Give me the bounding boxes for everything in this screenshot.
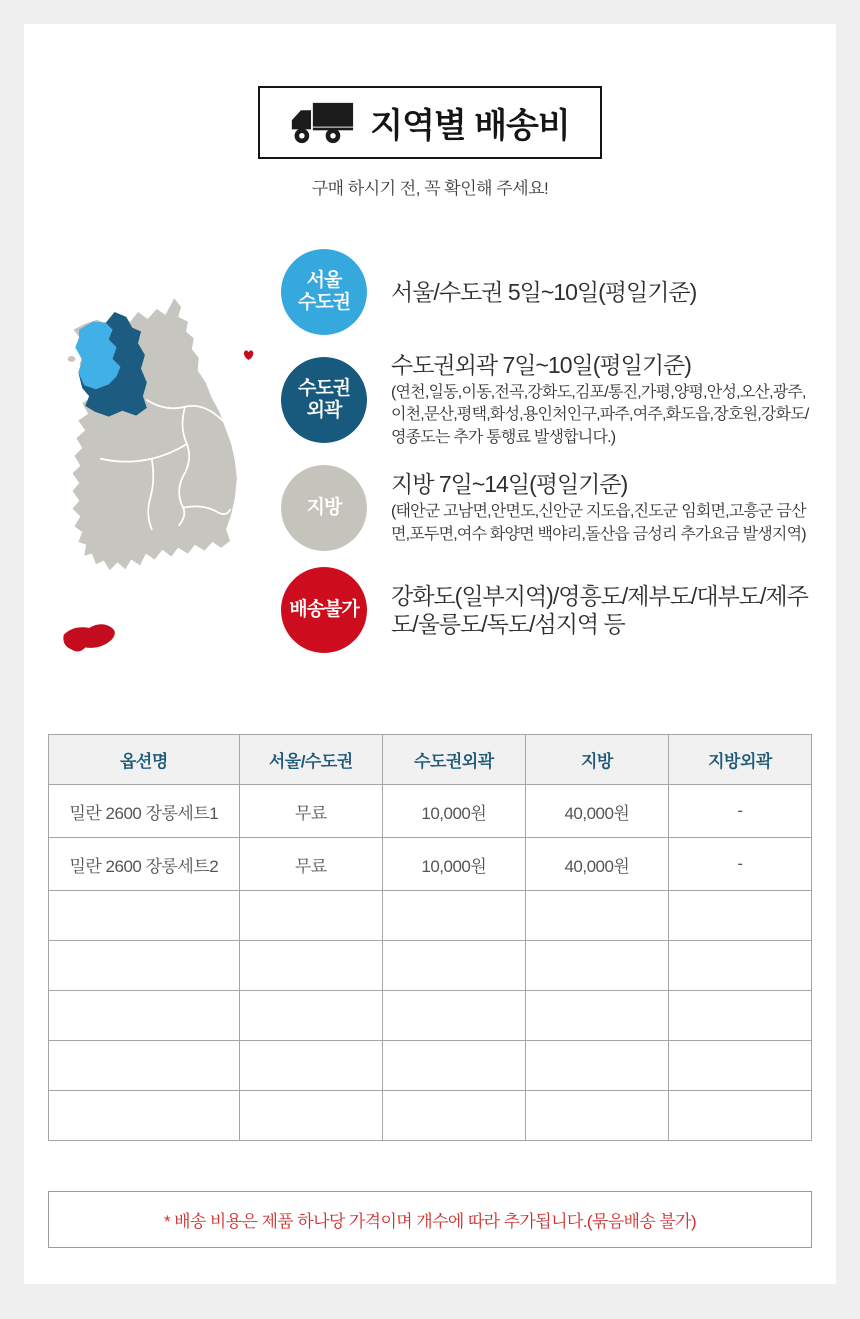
footnote-text: * 배송 비용은 제품 하나당 가격이며 개수에 따라 추가됩니다.(묶음배송 불가) xyxy=(163,1212,697,1231)
table-empty-row xyxy=(49,891,812,941)
option-name-cell: 밀란 2600 장롱세트2 xyxy=(49,838,240,891)
fee-cell: - xyxy=(668,785,811,838)
region-title: 서울/수도권 5일~10일(평일기준) xyxy=(391,278,697,305)
table-empty-row xyxy=(49,991,812,1041)
fee-cell: 10,000원 xyxy=(382,785,525,838)
header xyxy=(24,86,836,199)
empty-cell xyxy=(382,1041,525,1091)
empty-cell xyxy=(49,891,240,941)
map-west-islet xyxy=(68,356,76,362)
fee-cell: 무료 xyxy=(239,785,382,838)
col-header-seoul: 서울/수도권 xyxy=(239,735,382,785)
empty-cell xyxy=(239,941,382,991)
region-row-capital xyxy=(281,249,810,335)
fee-cell: - xyxy=(668,838,811,891)
korea-map-svg xyxy=(50,263,275,674)
region-title: 수도권외곽 7일~10일(평일기준) xyxy=(391,352,691,378)
col-header-province-outskirts: 지방외곽 xyxy=(668,735,811,785)
col-header-province: 지방 xyxy=(525,735,668,785)
fee-cell: 무료 xyxy=(239,838,382,891)
option-name-cell: 밀란 2600 장롱세트1 xyxy=(49,785,240,838)
empty-cell xyxy=(382,1091,525,1141)
empty-cell xyxy=(382,941,525,991)
empty-cell xyxy=(382,991,525,1041)
empty-cell xyxy=(239,991,382,1041)
empty-cell xyxy=(668,941,811,991)
empty-cell xyxy=(525,1091,668,1141)
truck-icon xyxy=(290,100,354,146)
capital-badge xyxy=(281,249,367,335)
empty-cell xyxy=(668,1091,811,1141)
empty-cell xyxy=(525,991,668,1041)
empty-cell xyxy=(239,1091,382,1141)
page-title: 지역별 배송비 xyxy=(370,107,570,145)
capital-outskirts-badge xyxy=(281,357,367,443)
table-row xyxy=(49,785,812,838)
region-title: 지방 7일~14일(평일기준) xyxy=(391,471,628,498)
empty-cell xyxy=(239,891,382,941)
empty-cell xyxy=(382,891,525,941)
fee-cell: 10,000원 xyxy=(382,838,525,891)
region-title: 강화도(일부지역)/영흥도/제부도/대부도/제주도/울릉도/독도/섬지역 등 xyxy=(391,583,808,638)
fee-cell: 40,000원 xyxy=(525,838,668,891)
fee-cell: 40,000원 xyxy=(525,785,668,838)
badge-line: 서울 xyxy=(306,270,342,292)
empty-cell xyxy=(49,941,240,991)
page-subtitle: 구매 하시기 전, 꼭 확인해 주세요! xyxy=(311,179,549,198)
col-header-option: 옵션명 xyxy=(49,735,240,785)
empty-cell xyxy=(525,1041,668,1091)
shipping-info-card xyxy=(24,24,836,1284)
no-delivery-badge xyxy=(281,567,367,653)
footnote-box xyxy=(48,1191,812,1248)
badge-line: 외곽 xyxy=(306,400,342,422)
region-legend xyxy=(281,249,810,674)
table-empty-row xyxy=(49,941,812,991)
shipping-fee-table xyxy=(48,734,812,1141)
region-row-capital-outskirts xyxy=(281,351,810,449)
region-text xyxy=(391,351,810,449)
region-detail: (태안군 고남면,안면도,신안군 지도읍,진도군 임회면,고흥군 금산면,포두면,여수 화양면 백야리,돌산읍 금성리 추가요금 발생지역) xyxy=(391,503,806,543)
empty-cell xyxy=(525,941,668,991)
empty-cell xyxy=(49,1091,240,1141)
empty-cell xyxy=(668,991,811,1041)
region-text xyxy=(391,278,696,306)
empty-cell xyxy=(49,1041,240,1091)
table-empty-row xyxy=(49,1041,812,1091)
table-header-row xyxy=(49,735,812,785)
region-text xyxy=(391,582,810,638)
badge-line: 수도권 xyxy=(297,378,351,400)
empty-cell xyxy=(525,891,668,941)
region-detail: (연천,일동,이동,전곡,강화도,김포/통진,가평,양평,안성,오산,광주,이천,문산,평택,화성,용인처인구,파주,여주,화도읍,장호원,강화도/영종도는 추가 통행료 발생합니다.) xyxy=(391,384,809,446)
empty-cell xyxy=(668,891,811,941)
badge-line: 배송불가 xyxy=(289,599,359,621)
region-row-provinces xyxy=(281,465,810,551)
provinces-badge xyxy=(281,465,367,551)
badge-line: 지방 xyxy=(306,497,342,519)
korea-map xyxy=(50,263,275,674)
region-text xyxy=(391,470,810,546)
title-box xyxy=(258,86,602,159)
empty-cell xyxy=(668,1041,811,1091)
badge-line: 수도권 xyxy=(297,292,351,313)
region-section xyxy=(24,249,836,674)
empty-cell xyxy=(239,1041,382,1091)
map-jeju-island xyxy=(63,624,114,651)
map-east-islet xyxy=(244,350,254,360)
empty-cell xyxy=(49,991,240,1041)
region-row-no-delivery xyxy=(281,567,810,653)
table-row xyxy=(49,838,812,891)
table-empty-row xyxy=(49,1091,812,1141)
col-header-outskirts: 수도권외곽 xyxy=(382,735,525,785)
